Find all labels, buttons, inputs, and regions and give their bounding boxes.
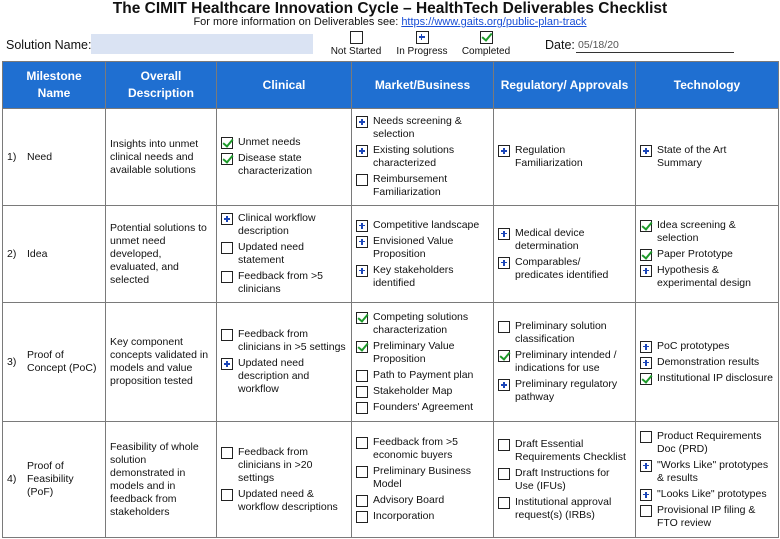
checklist-item <box>498 349 631 375</box>
checklist-item <box>356 173 489 199</box>
plus-checkbox-icon[interactable] <box>221 213 233 225</box>
regulatory-cell <box>494 206 636 303</box>
market-cell <box>352 206 494 303</box>
technology-cell <box>636 303 779 422</box>
checklist-item-label: Feedback from clinicians in >5 settings <box>238 328 346 353</box>
milestone-number: 2) <box>7 247 17 260</box>
plus-checkbox-icon[interactable] <box>356 220 368 232</box>
checklist-item-label: Stakeholder Map <box>373 384 453 397</box>
checklist-item <box>356 369 489 382</box>
clinical-cell <box>217 109 352 206</box>
plus-checkbox-icon[interactable] <box>498 379 510 391</box>
checklist-item-label: Draft Instructions for Use (IFUs) <box>515 466 610 492</box>
checklist-item <box>356 235 489 261</box>
table-row <box>3 422 779 538</box>
checklist-item-label: State of the Art Summary <box>657 144 727 169</box>
milestone-name: Need <box>27 150 53 163</box>
checklist-item <box>221 212 347 238</box>
description-cell: Key component concepts validated in models and value proposition tested <box>106 303 217 422</box>
milestone-cell <box>3 206 106 303</box>
checklist-item-label: Reimbursement Familiarization <box>373 173 448 198</box>
checklist-item-label: Feedback from clinicians in >20 settings <box>238 445 313 484</box>
checklist-item-label: Institutional IP disclosure <box>657 371 773 384</box>
checklist-item <box>640 459 774 485</box>
deliverables-link[interactable]: https://www.gaits.org/public-plan-track <box>401 16 587 28</box>
plus-checkbox-icon[interactable] <box>640 145 652 157</box>
checklist-item-label: Disease state characterization <box>238 152 313 177</box>
empty-checkbox-icon[interactable] <box>221 271 233 283</box>
empty-checkbox-icon[interactable] <box>221 447 233 459</box>
checklist-item <box>498 438 631 464</box>
regulatory-cell <box>494 109 636 206</box>
checklist-item <box>498 144 631 170</box>
plus-checkbox-icon[interactable] <box>640 341 652 353</box>
checklist-item-label: Preliminary intended / indications for use <box>515 349 617 374</box>
clinical-cell <box>217 422 352 538</box>
checklist-item <box>498 256 631 282</box>
checklist-item-label: Updated need statement <box>238 241 304 266</box>
checklist-item-label: Preliminary regulatory pathway <box>515 378 618 403</box>
regulatory-cell <box>494 422 636 538</box>
checklist-item <box>356 494 489 507</box>
checklist-item <box>640 144 774 170</box>
checklist-item <box>356 219 489 232</box>
checkmark-checkbox-icon[interactable] <box>221 137 233 149</box>
checklist-item <box>221 270 347 296</box>
deliverables-table <box>2 61 779 538</box>
description-cell: Insights into unmet clinical needs and available solutions <box>106 109 217 206</box>
checklist-item-label: Advisory Board <box>373 494 445 506</box>
checklist-item-label: Draft Essential Requirements Checklist <box>515 437 626 463</box>
checklist-item <box>640 356 774 369</box>
empty-checkbox-icon[interactable] <box>640 431 652 443</box>
description-cell: Feasibility of whole solution demonstrated in models and in feedback from stakeholders <box>106 422 217 538</box>
empty-checkbox-icon[interactable] <box>498 497 510 509</box>
checklist-item <box>498 467 631 493</box>
checklist-item <box>221 136 347 149</box>
empty-checkbox-icon[interactable] <box>221 329 233 341</box>
checklist-item <box>498 378 631 404</box>
checklist-item <box>640 340 774 353</box>
checklist-item-label: Preliminary Value Proposition <box>373 339 455 365</box>
plus-checkbox-icon[interactable] <box>356 145 368 157</box>
empty-checkbox-icon[interactable] <box>640 505 652 517</box>
plus-checkbox-icon[interactable] <box>498 145 510 157</box>
checklist-item-label: Envisioned Value Proposition <box>373 234 454 260</box>
subtitle-prefix: For more information on Deliverables see: <box>193 16 402 28</box>
checkmark-checkbox-icon[interactable] <box>640 373 652 385</box>
milestone-name: Idea <box>27 247 48 260</box>
checklist-item-label: Regulation Familiarization <box>515 144 583 169</box>
col-regulatory: Regulatory/ Approvals <box>494 62 636 109</box>
date-field[interactable]: 05/18/20 <box>576 38 734 53</box>
milestone-number: 3) <box>7 355 17 368</box>
checkmark-checkbox-icon[interactable] <box>356 312 368 324</box>
plus-checkbox-icon[interactable] <box>640 265 652 277</box>
empty-checkbox-icon[interactable] <box>356 174 368 186</box>
solution-name-label: Solution Name: <box>6 38 92 52</box>
empty-checkbox-icon[interactable] <box>498 439 510 451</box>
empty-checkbox-icon[interactable] <box>221 489 233 501</box>
checklist-item <box>221 488 347 514</box>
empty-checkbox-icon[interactable] <box>356 386 368 398</box>
empty-checkbox-icon[interactable] <box>221 242 233 254</box>
checklist-item <box>356 340 489 366</box>
checklist-item <box>356 311 489 337</box>
checklist-item <box>356 465 489 491</box>
checklist-item-label: Medical device determination <box>515 226 585 252</box>
checklist-item-label: "Looks Like" prototypes <box>657 487 767 500</box>
plus-checkbox-icon[interactable] <box>356 116 368 128</box>
checklist-item <box>356 264 489 290</box>
description-cell: Potential solutions to unmet need developed, evaluated, and selected <box>106 206 217 303</box>
col-milestone-line2: Name <box>37 86 71 100</box>
col-market: Market/Business <box>352 62 494 109</box>
checklist-item <box>221 241 347 267</box>
checklist-item-label: Preliminary solution classification <box>515 320 607 345</box>
empty-checkbox-icon[interactable] <box>498 321 510 333</box>
col-technology: Technology <box>636 62 779 109</box>
not-started-box-icon <box>350 31 363 44</box>
col-milestone <box>3 62 106 109</box>
checklist-item-label: Hypothesis & experimental design <box>657 263 751 289</box>
checkmark-checkbox-icon[interactable] <box>640 220 652 232</box>
checklist-item-label: Feedback from >5 economic buyers <box>373 436 458 461</box>
empty-checkbox-icon[interactable] <box>356 402 368 414</box>
checklist-item <box>356 401 489 414</box>
checklist-item <box>498 227 631 253</box>
checklist-item <box>221 152 347 178</box>
col-description: Overall Description <box>106 62 217 109</box>
milestone-name: Proof of Feasibility (PoF) <box>27 460 74 498</box>
checklist-item-label: Clinical workflow description <box>238 212 316 237</box>
empty-checkbox-icon[interactable] <box>498 468 510 480</box>
plus-checkbox-icon[interactable] <box>640 489 652 501</box>
checklist-item <box>221 446 347 485</box>
in-progress-plus-icon <box>416 31 429 44</box>
checklist-item <box>356 510 489 523</box>
checklist-item-label: Comparables/ predicates identified <box>515 255 609 281</box>
checklist-item-label: Incorporation <box>373 510 435 522</box>
checklist-item-label: Institutional approval request(s) (IRBs) <box>515 495 612 521</box>
checklist-item <box>640 219 774 245</box>
empty-checkbox-icon[interactable] <box>356 370 368 382</box>
regulatory-cell <box>494 303 636 422</box>
checklist-item-label: PoC prototypes <box>657 339 730 352</box>
legend-in-progress-label: In Progress <box>396 46 448 57</box>
checklist-item-label: "Works Like" prototypes & results <box>657 458 769 484</box>
plus-checkbox-icon[interactable] <box>640 460 652 472</box>
technology-cell <box>636 206 779 303</box>
checklist-item-label: Idea screening & selection <box>657 218 736 244</box>
empty-checkbox-icon[interactable] <box>356 466 368 478</box>
table-header-row <box>3 62 779 109</box>
technology-cell <box>636 422 779 538</box>
market-cell <box>352 109 494 206</box>
checklist-item-label: Updated need & workflow descriptions <box>238 487 338 513</box>
empty-checkbox-icon[interactable] <box>356 511 368 523</box>
checklist-item <box>498 320 631 346</box>
checklist-item <box>221 357 347 396</box>
checklist-item <box>356 436 489 462</box>
checklist-item-label: Preliminary Business Model <box>373 465 472 490</box>
table-row <box>3 303 779 422</box>
plus-checkbox-icon[interactable] <box>498 257 510 269</box>
page-subtitle <box>0 16 780 29</box>
plus-checkbox-icon[interactable] <box>356 236 368 248</box>
milestone-cell <box>3 303 106 422</box>
market-cell <box>352 303 494 422</box>
checklist-item-label: Demonstration results <box>657 355 760 368</box>
checklist-item-label: Product Requirements Doc (PRD) <box>657 429 762 455</box>
completed-check-icon <box>480 31 493 44</box>
legend-not-started-label: Not Started <box>330 46 382 57</box>
clinical-cell <box>217 303 352 422</box>
checklist-item <box>640 488 774 501</box>
plus-checkbox-icon[interactable] <box>356 265 368 277</box>
table-row <box>3 206 779 303</box>
checklist-item-label: Paper Prototype <box>657 247 733 260</box>
checklist-item-label: Competitive landscape <box>373 218 480 231</box>
checklist-item-label: Existing solutions characterized <box>373 144 455 169</box>
checklist-item <box>640 430 774 456</box>
checklist-item <box>640 248 774 261</box>
plus-checkbox-icon[interactable] <box>640 357 652 369</box>
plus-checkbox-icon[interactable] <box>221 358 233 370</box>
checklist-item-label: Founders' Agreement <box>373 400 474 413</box>
milestone-number: 1) <box>7 150 17 163</box>
legend-completed-label: Completed <box>461 46 511 57</box>
checklist-item-label: Competing solutions characterization <box>373 310 469 336</box>
checklist-item-label: Path to Payment plan <box>373 368 474 381</box>
checklist-item <box>640 504 774 530</box>
checklist-item-label: Key stakeholders identified <box>373 263 454 289</box>
milestone-name: Proof of Concept (PoC) <box>27 349 97 374</box>
solution-name-field[interactable] <box>91 34 313 54</box>
checkmark-checkbox-icon[interactable] <box>356 341 368 353</box>
technology-cell <box>636 109 779 206</box>
clinical-cell <box>217 206 352 303</box>
checklist-item <box>356 385 489 398</box>
checklist-item-label: Feedback from >5 clinicians <box>238 270 323 295</box>
milestone-cell <box>3 109 106 206</box>
empty-checkbox-icon[interactable] <box>356 437 368 449</box>
checklist-item <box>356 144 489 170</box>
checklist-item-label: Provisional IP filing & FTO review <box>657 503 756 529</box>
checklist-item <box>356 115 489 141</box>
date-label: Date: <box>545 38 575 52</box>
checkmark-checkbox-icon[interactable] <box>221 153 233 165</box>
market-cell <box>352 422 494 538</box>
checkmark-checkbox-icon[interactable] <box>498 350 510 362</box>
checklist-item <box>221 328 347 354</box>
empty-checkbox-icon[interactable] <box>356 495 368 507</box>
page-title: The CIMIT Healthcare Innovation Cycle – HealthTech Deliverables Checklist <box>112 0 668 17</box>
legend-completed <box>446 31 526 57</box>
checklist-item <box>640 264 774 290</box>
checklist-item-label: Updated need description and workflow <box>238 357 310 395</box>
checklist-item-label: Unmet needs <box>238 136 301 148</box>
checklist-item <box>498 496 631 522</box>
checkmark-checkbox-icon[interactable] <box>640 249 652 261</box>
col-milestone-line1: Milestone <box>26 69 82 83</box>
table-row <box>3 109 779 206</box>
checklist-item-label: Needs screening & selection <box>373 115 462 140</box>
plus-checkbox-icon[interactable] <box>498 228 510 240</box>
milestone-number: 4) <box>7 473 17 485</box>
checklist-item <box>640 372 774 385</box>
milestone-cell <box>3 422 106 538</box>
col-clinical: Clinical <box>217 62 352 109</box>
